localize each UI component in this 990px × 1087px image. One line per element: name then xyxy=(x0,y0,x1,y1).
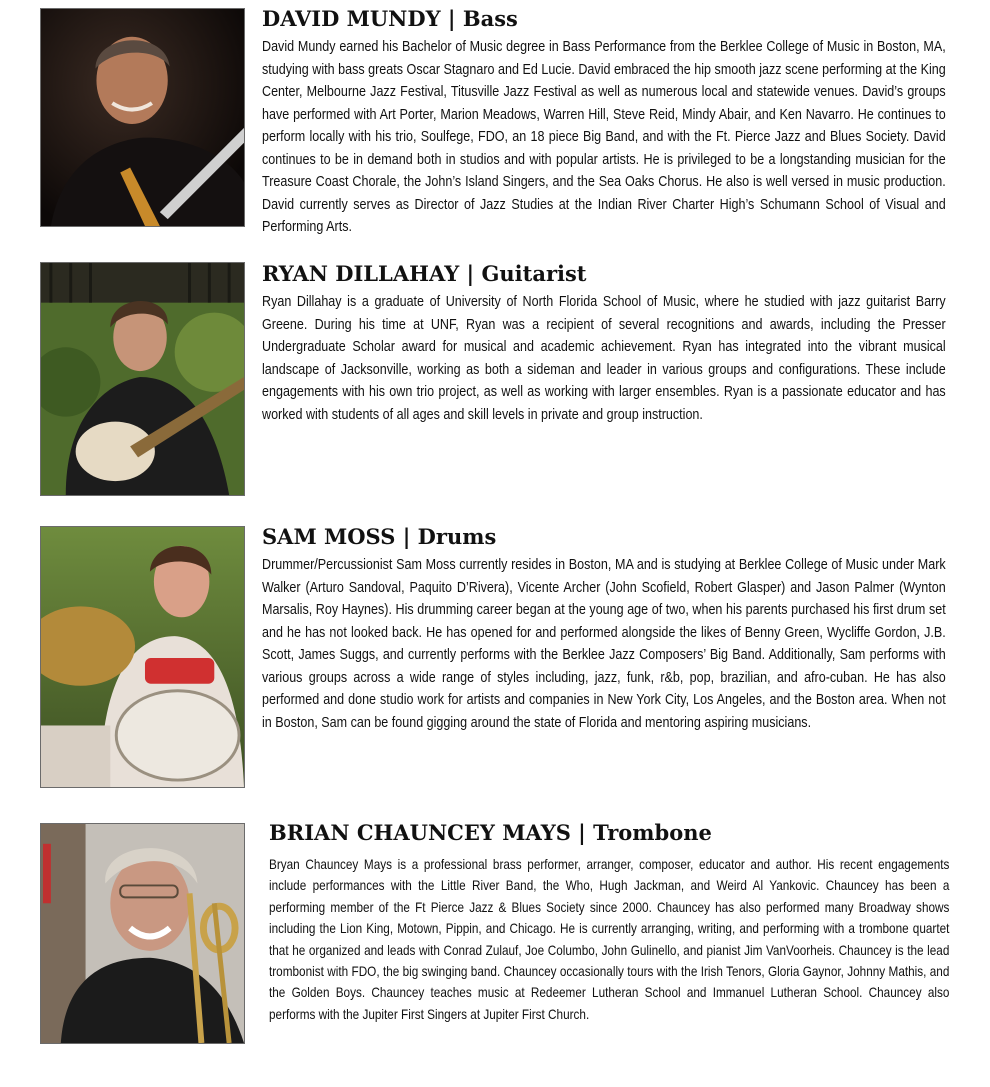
bio-heading: BRIAN CHAUNCEY MAYS | Trombone xyxy=(269,820,712,845)
bio-text: Drummer/Percussionist Sam Moss currently resides in Boston, MA and is studying at Berklee College of Music under Mark Walker (Arturo Sandoval, Paquito D’Rivera), Vicente Archer (John Scofield, Robert Glasper) and Jason Palmer (Wynton Marsalis, Roy Haynes). His drumming career began at the young age of two, when his parents purchased his first drum set and he has not looked back. He has opened for and performed alongside the likes of Benny Green, Wycliffe Gordon, J.B. Scott, James Suggs, and currently performs with the Berklee Jazz Composers’ Big Band. Additionally, Sam performs with various groups across a wide range of styles including, jazz, funk, r&b, pop, brazilian, and afro-cuban. He has also performed and done studio work for artists and companies in New York City, Los Angeles, and the Boston area. When not in Boston, Sam can be found gigging around the state of Florida and mentoring aspiring musicians. xyxy=(262,557,946,731)
portrait-photo xyxy=(40,262,245,496)
bio-text: Ryan Dillahay is a graduate of University of North Florida School of Music, where he studied with jazz guitarist Barry Greene. During his time at UNF, Ryan was a recipient of several recognitions and awards, including the Presser Undergraduate Scholar award for musical and academic achievement. Ryan has integrated into the vibrant musical landscape of Jacksonville, working as both a sideman and leader in various groups and configurations. These include engagements with his own trio project, as well as working with larger ensembles. Ryan is a passionate educator and has worked with students of all ages and skill levels in private and group instruction. xyxy=(262,294,946,423)
bio-heading: DAVID MUNDY | Bass xyxy=(262,6,518,31)
portrait-photo xyxy=(40,526,245,788)
portrait-photo xyxy=(40,8,245,227)
bio-heading: SAM MOSS | Drums xyxy=(262,524,497,549)
bio-heading: RYAN DILLAHAY | Guitarist xyxy=(262,261,587,286)
bio-text: David Mundy earned his Bachelor of Music degree in Bass Performance from the Berklee College of Music in Boston, MA, studying with bass greats Oscar Stagnaro and Ed Lucie. David embraced the hip smooth jazz scene performing at the King Center, Melbourne Jazz Festival, Titusville Jazz Festival as well as numerous local and statewide venues. David’s groups have performed with Art Porter, Marion Meadows, Warren Hill, Steve Reid, Mindy Abair, and Ken Navarro. He continues to perform locally with his trio, Soulfege, FDO, an 18 piece Big Band, and with the Ft. Pierce Jazz and Blues Society. David continues to be in demand both in studios and with popular artists. He is privileged to be a longstanding musician for the Treasure Coast Chorale, the John’s Island Singers, and the Sea Oaks Chorus. He also is well versed in music production. David currently serves as Director of Jazz Studies at the Indian River Charter High’s Schumann School of Visual and Performing Arts. xyxy=(262,39,946,235)
bio-text: Bryan Chauncey Mays is a professional brass performer, arranger, composer, educator and author. His recent engagements include performances with the Little River Band, the Who, Hugh Jackman, and Weird Al Yankovic. Chauncey has been a performing member of the Ft Pierce Jazz & Blues Society since 2000. Chauncey has also performed many Broadway shows including the Lion King, Motown, Pippin, and Chicago. He is currently arranging, writing, and performing with a trombone quartet that he organized and leads with Conrad Zulauf, Joe Columbo, John Gulinello, and pianist Jim VanVoorheis. Chauncey is the lead trombonist with FDO, the big swinging band. Chauncey occasionally tours with the Irish Tenors, Gloria Gaynor, Johnny Mathis, and the Golden Boys. Chauncey teaches music at Redeemer Lutheran School and Immanuel Lutheran School. Chauncey also performs with the Jupiter First Singers at Jupiter First Church. xyxy=(269,856,950,1022)
portrait-photo xyxy=(40,823,245,1044)
